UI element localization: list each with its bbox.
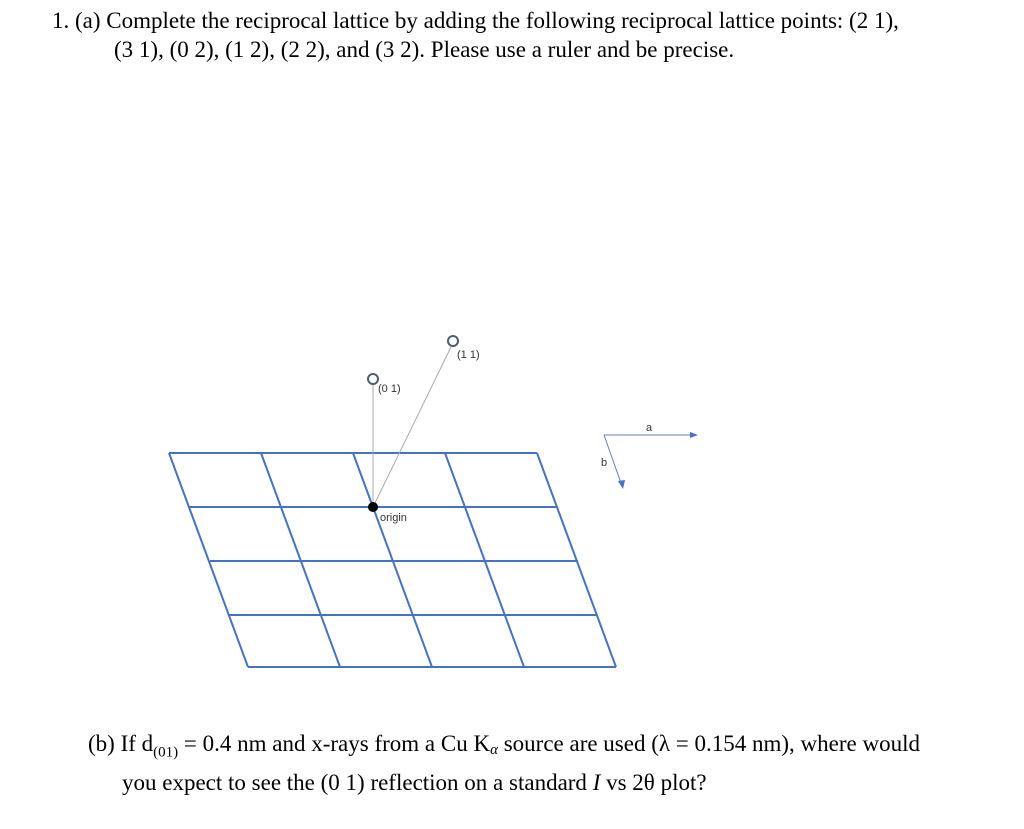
axis-a-arrowhead [690,432,698,438]
part-b-if-text: If d [120,731,154,756]
part-b-mid-text: = 0.4 nm and x-rays from a Cu K [178,731,491,756]
k-alpha-subscript: α [490,742,498,758]
part-b-line2 [88,768,1008,797]
lattice-grid [169,453,616,667]
part-a-line2: (3 1), (0 2), (1 2), (2 2), and (3 2). Please use a ruler and be precise. [114,37,735,62]
part-b-line2-post: vs 2θ plot? [600,769,707,795]
axis-b-arrowhead [618,480,625,489]
part-a-label: (a) [75,8,101,33]
origin-point [368,502,378,512]
intensity-variable: I [592,769,601,795]
question-number: 1. [52,8,70,33]
part-a-line1: Complete the reciprocal lattice by adding the following reciprocal lattice points: (2 1), [106,8,899,33]
d-subscript: (01) [153,744,179,761]
vector-origin-to-11 [373,347,451,507]
part-b-rest-text: source are used (λ = 0.154 nm), where would [497,731,920,756]
point-label-11: (1 1) [457,349,480,361]
part-b-line2-pre: you expect to see the (0 1) reflection on a standard [122,769,593,795]
origin-label: origin [380,512,407,524]
axis-a-label: a [646,422,653,434]
point-label-01: (0 1) [378,383,401,395]
question-part-b [88,729,1008,797]
axis-b-label: b [601,457,608,469]
lattice-point-11 [448,336,458,346]
part-b-label: (b) [88,731,115,756]
lattice-point-01 [368,374,378,384]
